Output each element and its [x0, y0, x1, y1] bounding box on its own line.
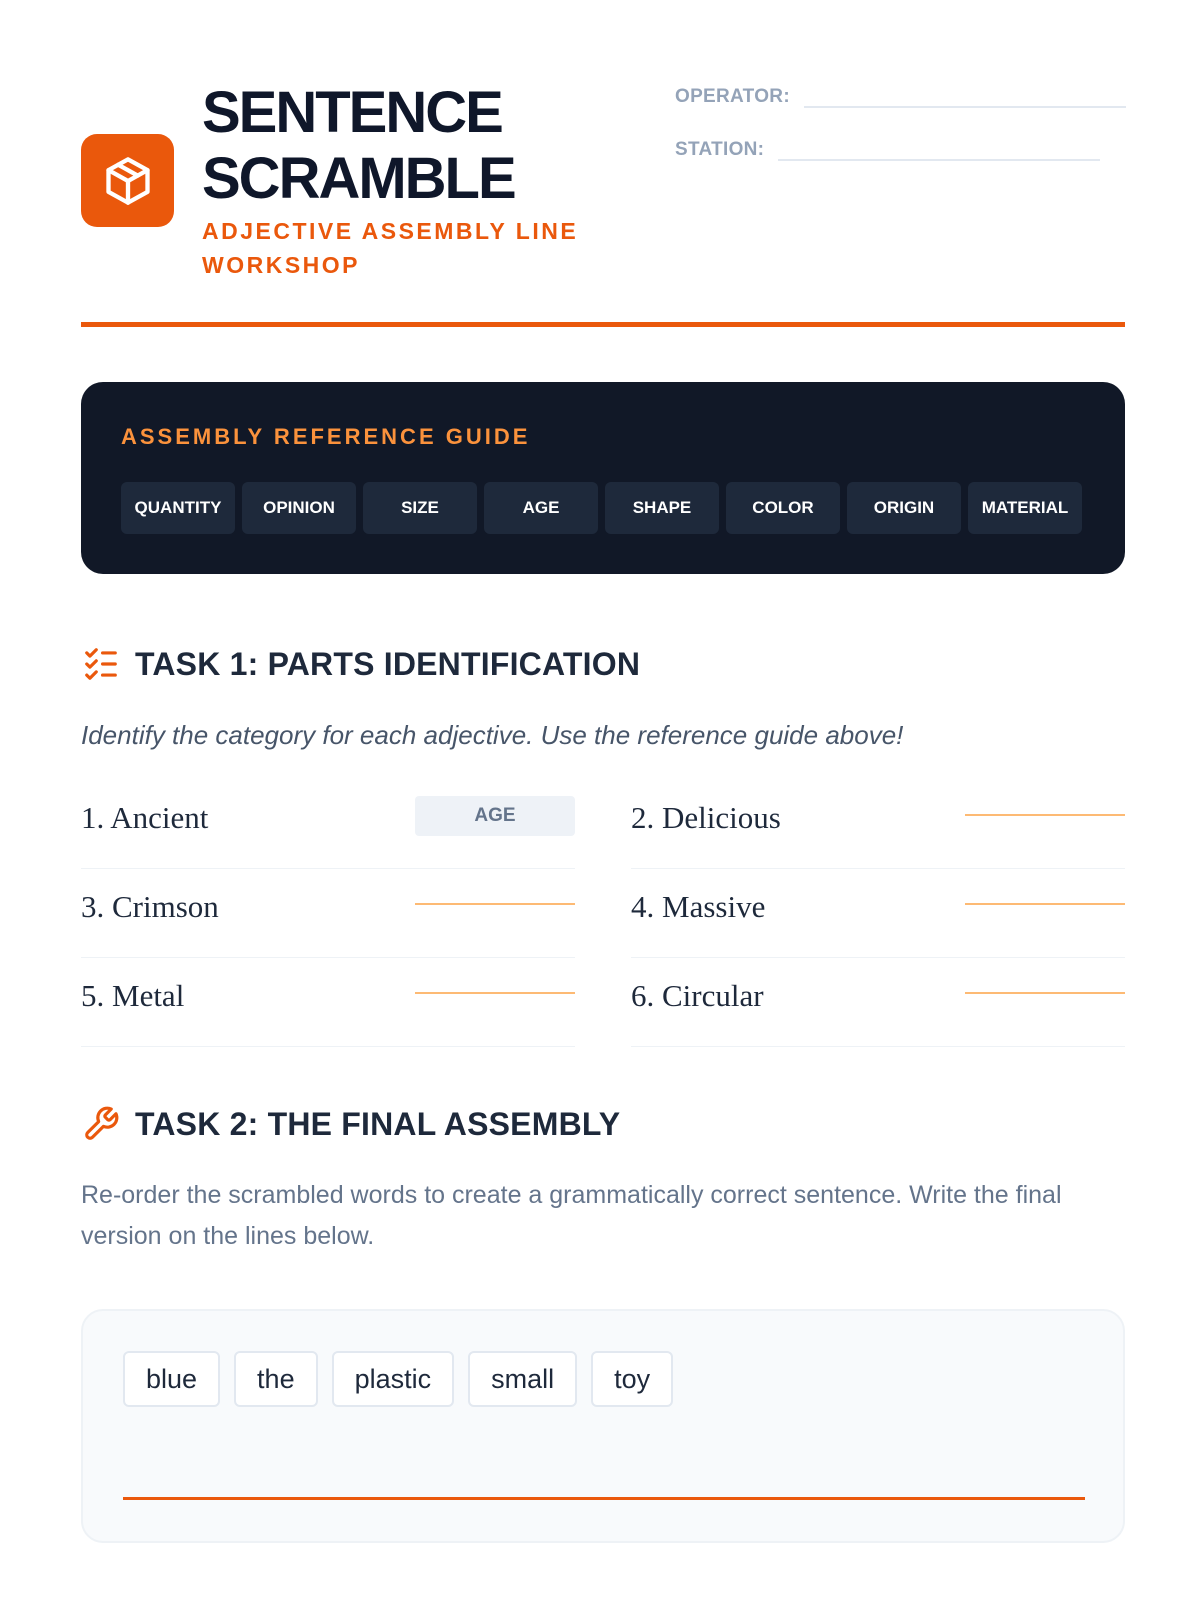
worksheet-page [81, 0, 1125, 1600]
guide-title: ASSEMBLY REFERENCE GUIDE [121, 424, 531, 449]
station-label: STATION: [675, 139, 765, 160]
chip-size: SIZE [363, 482, 477, 534]
id-item-3 [81, 869, 575, 958]
package-icon [81, 134, 174, 227]
chip-age: AGE [484, 482, 598, 534]
title-line-2: SCRAMBLE [202, 146, 515, 211]
word-tiles [123, 1351, 673, 1407]
id-answer-filled: AGE [415, 796, 575, 836]
id-word: 5. Metal [81, 978, 185, 1013]
chip-quantity: QUANTITY [121, 482, 235, 534]
operator-label: OPERATOR: [675, 86, 790, 107]
id-item-6 [631, 958, 1125, 1047]
id-item-5 [81, 958, 575, 1047]
task1-title: TASK 1: PARTS IDENTIFICATION [135, 645, 641, 682]
id-answer-line[interactable] [965, 903, 1125, 905]
id-item-1 [81, 780, 575, 869]
id-word: 2. Delicious [631, 800, 781, 835]
id-word: 1. Ancient [81, 800, 209, 835]
id-word: 4. Massive [631, 889, 766, 924]
word-tile[interactable]: small [468, 1351, 577, 1407]
chip-shape: SHAPE [605, 482, 719, 534]
word-tile[interactable]: the [234, 1351, 318, 1407]
task1-heading [81, 644, 640, 684]
id-word: 3. Crimson [81, 889, 219, 924]
id-answer-line[interactable] [965, 814, 1125, 816]
id-item-4 [631, 869, 1125, 958]
assembly-box [81, 1309, 1125, 1543]
task2-heading [81, 1104, 620, 1144]
chip-material: MATERIAL [968, 482, 1082, 534]
wrench-icon [81, 1104, 121, 1144]
operator-write-line[interactable] [804, 86, 1126, 108]
id-answer-line[interactable] [415, 903, 575, 905]
station-field [675, 139, 1100, 161]
task2-instructions: Re-order the scrambled words to create a grammatically correct sentence. Write the final version on the lines below. [81, 1181, 1062, 1250]
word-tile[interactable]: blue [123, 1351, 220, 1407]
operator-field [675, 86, 1126, 108]
page-subtitle: ADJECTIVE ASSEMBLY LINE WORKSHOP [202, 218, 579, 278]
id-answer-line[interactable] [415, 992, 575, 994]
page-title [202, 80, 515, 212]
checklist-icon [81, 644, 121, 684]
chip-origin: ORIGIN [847, 482, 961, 534]
word-tile[interactable]: plastic [332, 1351, 455, 1407]
id-word: 6. Circular [631, 978, 764, 1013]
title-line-1: SENTENCE [202, 80, 502, 145]
guide-chips [121, 482, 1082, 534]
id-item-2 [631, 780, 1125, 869]
word-tile[interactable]: toy [591, 1351, 673, 1407]
reference-guide [81, 382, 1125, 574]
task1-instructions: Identify the category for each adjective. Use the reference guide above! [81, 720, 904, 750]
header-divider [81, 322, 1125, 327]
station-write-line[interactable] [778, 139, 1100, 161]
chip-color: COLOR [726, 482, 840, 534]
sentence-answer-line[interactable] [123, 1497, 1085, 1500]
id-answer-line[interactable] [965, 992, 1125, 994]
chip-opinion: OPINION [242, 482, 356, 534]
task2-title: TASK 2: THE FINAL ASSEMBLY [135, 1105, 621, 1142]
